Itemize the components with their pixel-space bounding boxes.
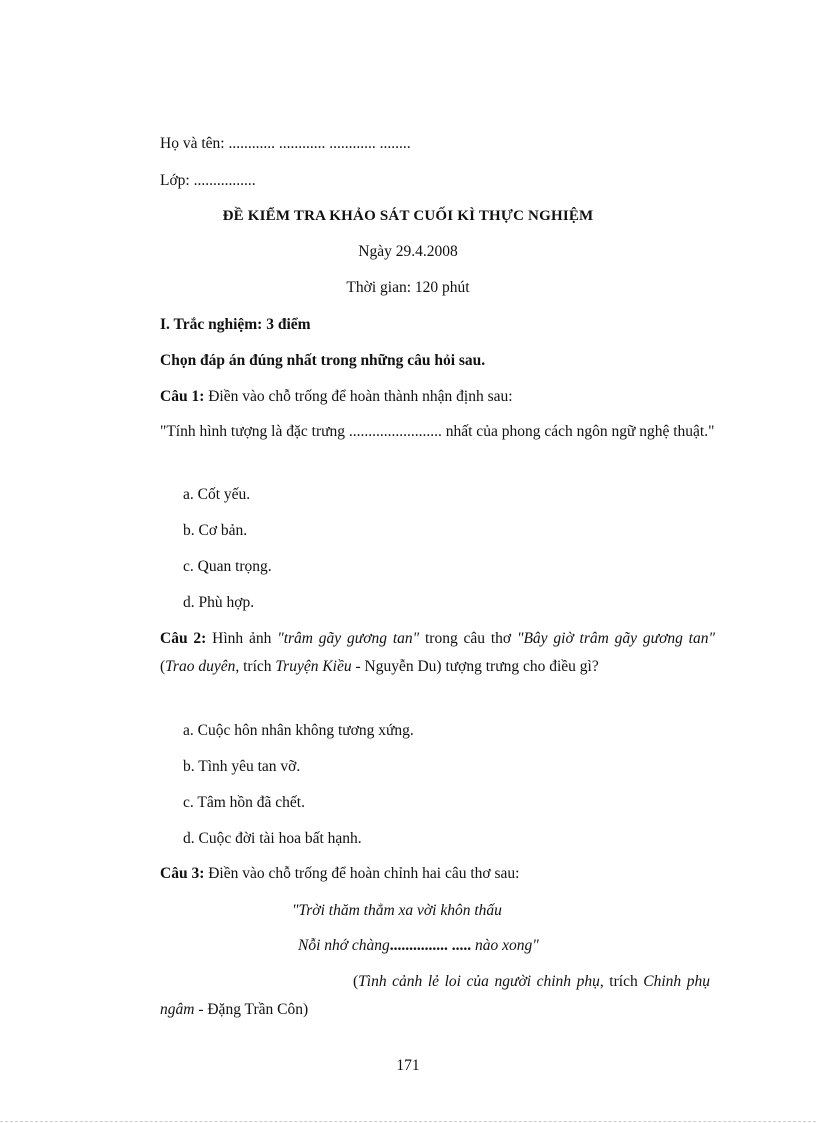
exam-title: ĐỀ KIỂM TRA KHẢO SÁT CUỐI KÌ THỰC NGHIỆM bbox=[222, 208, 594, 224]
section-instruction: Chọn đáp án đúng nhất trong những câu hỏi sau. bbox=[160, 352, 486, 369]
q2-option-d: d. Cuộc đời tài hoa bất hạnh. bbox=[183, 830, 362, 847]
question-1 bbox=[160, 389, 513, 405]
q1-option-c: c. Quan trọng. bbox=[183, 558, 272, 575]
q2-italic-1: "trâm gãy gương tan" bbox=[277, 630, 420, 647]
question-1-quote: "Tính hình tượng là đặc trưng ........................ nhất của phong cách ngôn ngữ nghệ thuật." bbox=[160, 423, 715, 440]
question-1-text: Điền vào chỗ trống để hoàn thành nhận định sau: bbox=[204, 388, 513, 405]
q2-option-c: c. Tâm hồn đã chết. bbox=[183, 794, 305, 811]
exam-duration: Thời gian: 120 phút bbox=[346, 279, 470, 296]
q2-text-4: , trích bbox=[235, 658, 276, 675]
q2-text-3: ( bbox=[160, 658, 166, 675]
q2-italic-3: Trao duyên bbox=[165, 658, 236, 675]
verse-2-blank: ............... ..... bbox=[389, 937, 472, 954]
verse-line-2 bbox=[298, 938, 539, 954]
page-number: 171 bbox=[396, 1057, 420, 1074]
source-open: ( bbox=[353, 973, 359, 990]
q2-italic-4: Truyện Kiều bbox=[275, 658, 352, 675]
student-name-field: Họ và tên: ............ ............ ............ ........ bbox=[160, 135, 411, 152]
q1-option-a: a. Cốt yếu. bbox=[183, 486, 251, 503]
q1-option-d: d. Phù hợp. bbox=[183, 594, 255, 611]
student-class-field: Lớp: ................ bbox=[160, 172, 256, 189]
section-heading: I. Trắc nghiệm: 3 điểm bbox=[160, 316, 311, 333]
source-title-1: Tình cảnh lẻ loi của người chinh phụ bbox=[358, 973, 600, 990]
q2-option-b: b. Tình yêu tan vỡ. bbox=[183, 758, 301, 775]
question-3 bbox=[160, 866, 519, 882]
question-2 bbox=[160, 625, 715, 681]
verse-source bbox=[160, 968, 710, 1024]
question-3-text: Điền vào chỗ trống để hoàn chỉnh hai câu thơ sau: bbox=[204, 865, 520, 882]
source-title-2: Chinh phụ ngâm bbox=[160, 973, 710, 1018]
question-3-label: Câu 3: bbox=[160, 865, 205, 882]
page-border-bottom bbox=[0, 1121, 816, 1122]
q2-text-5: - Nguyễn Du) tượng trưng cho điều gì? bbox=[351, 658, 599, 675]
source-text-1: , trích bbox=[599, 973, 644, 990]
question-2-label: Câu 2: bbox=[160, 630, 207, 647]
q1-option-b: b. Cơ bản. bbox=[183, 522, 248, 539]
q2-text-2: trong câu thơ bbox=[419, 630, 517, 647]
q2-text-1: Hình ảnh bbox=[206, 630, 278, 647]
question-1-label: Câu 1: bbox=[160, 388, 205, 405]
source-text-2: - Đặng Trần Côn) bbox=[194, 1001, 309, 1018]
q2-italic-2: "Bây giờ trâm gãy gương tan" bbox=[516, 630, 715, 647]
verse-line-1: "Trời thăm thẳm xa vời khôn thấu bbox=[292, 902, 502, 919]
exam-date: Ngày 29.4.2008 bbox=[358, 243, 458, 260]
verse-2-part-a: Nỗi nhớ chàng bbox=[298, 937, 390, 954]
verse-2-part-b: nào xong" bbox=[471, 937, 539, 954]
q2-option-a: a. Cuộc hôn nhân không tương xứng. bbox=[183, 722, 414, 739]
